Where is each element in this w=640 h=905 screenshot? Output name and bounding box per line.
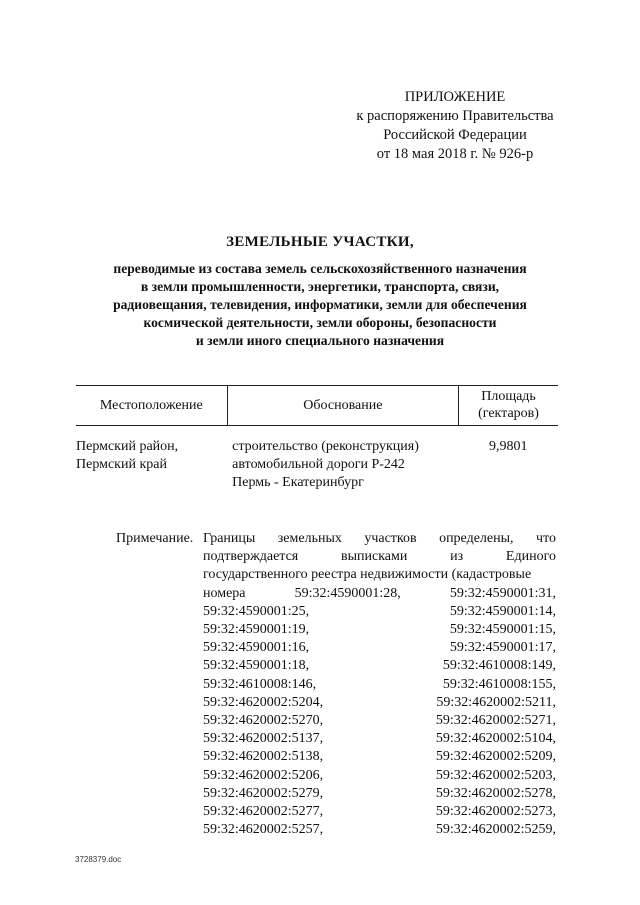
- table-header-row: [76, 386, 558, 426]
- column-header-basis: Обоснование: [227, 386, 458, 426]
- note-line: [203, 548, 556, 566]
- cadastral-number: 59:32:4590001:28,: [294, 585, 401, 601]
- cadastral-number: 59:32:4620002:5209,: [435, 749, 556, 765]
- subtitle-line: космической деятельности, земли обороны, безопасности: [143, 315, 497, 330]
- annex-date-number: от 18 мая 2018 г. № 926-р: [376, 146, 534, 162]
- annex-ref-line: к распоряжению Правительства: [356, 108, 554, 124]
- note-word: выписками: [341, 549, 408, 565]
- note-line: [203, 730, 556, 748]
- subtitle-line: переводимые из состава земель сельскохозяйственного назначения: [113, 261, 527, 276]
- note-word: государственного реестра недвижимости (кадастровые: [203, 567, 532, 583]
- note-word: что: [535, 531, 556, 546]
- subtitle-line: в земли промышленности, энергетики, транспорта, связи,: [140, 279, 500, 294]
- cadastral-number: 59:32:4620002:5138,: [203, 749, 324, 765]
- cadastral-number: 59:32:4590001:14,: [449, 603, 556, 619]
- cadastral-number: 59:32:4590001:17,: [449, 640, 556, 656]
- cadastral-number: 59:32:4590001:31,: [449, 585, 556, 601]
- cadastral-number: 59:32:4610008:149,: [442, 658, 556, 674]
- note-line: [203, 712, 556, 730]
- area-header-unit: (гектаров): [478, 406, 539, 421]
- note-word: из: [450, 549, 464, 565]
- basis-line: Пермь - Екатеринбург: [232, 475, 364, 490]
- basis-line: строительство (реконструкция): [232, 439, 419, 454]
- cadastral-number: 59:32:4620002:5277,: [203, 804, 324, 820]
- note-line: [203, 676, 556, 694]
- cadastral-number: 59:32:4620002:5211,: [436, 694, 556, 710]
- note-line: [203, 821, 556, 839]
- note-line: [203, 767, 556, 785]
- cadastral-number: 59:32:4620002:5206,: [203, 767, 324, 783]
- cadastral-number: 59:32:4610008:155,: [442, 676, 556, 692]
- cadastral-number: 59:32:4590001:19,: [203, 622, 310, 638]
- cadastral-number: 59:32:4620002:5259,: [435, 822, 556, 838]
- cell-basis: [227, 426, 458, 493]
- note-line: [203, 639, 556, 657]
- note-word: земельных: [277, 531, 342, 546]
- cadastral-number: 59:32:4590001:25,: [203, 603, 310, 619]
- cadastral-number: 59:32:4620002:5271,: [435, 713, 556, 729]
- cadastral-number: 59:32:4620002:5270,: [203, 713, 324, 729]
- note-word: определены,: [439, 531, 514, 546]
- cadastral-number: 59:32:4620002:5279,: [203, 785, 324, 801]
- note-line: [203, 585, 556, 603]
- column-header-area: [459, 386, 558, 426]
- area-header-line: Площадь: [481, 389, 536, 404]
- cadastral-number: 59:32:4620002:5273,: [435, 804, 556, 820]
- note-line: [203, 694, 556, 712]
- document-title: ЗЕМЕЛЬНЫЕ УЧАСТКИ,: [226, 234, 414, 250]
- land-plots-table: [76, 385, 558, 492]
- note-label: Примечание.: [116, 531, 194, 546]
- note-line: [203, 657, 556, 675]
- location-line: Пермский край: [76, 457, 167, 472]
- location-line: Пермский район,: [76, 439, 179, 454]
- note-body: [203, 530, 556, 839]
- document-file-id: 3728379.doc: [75, 855, 122, 864]
- note-line: [203, 785, 556, 803]
- cadastral-number: 59:32:4620002:5203,: [435, 767, 556, 783]
- note-line: [203, 803, 556, 821]
- note-line: [203, 566, 556, 584]
- subtitle-line: и земли иного специального назначения: [195, 333, 445, 348]
- note-word: Границы: [203, 531, 256, 546]
- annex-header: [330, 88, 580, 164]
- cadastral-number: 59:32:4620002:5137,: [203, 731, 324, 747]
- table-row: [76, 426, 558, 493]
- note-line: [203, 603, 556, 621]
- cadastral-number: номера: [203, 585, 246, 601]
- note-word: подтверждается: [203, 549, 299, 565]
- cell-area: 9,9801: [489, 439, 528, 454]
- cadastral-number: 59:32:4590001:18,: [203, 658, 310, 674]
- cadastral-number: 59:32:4620002:5104,: [435, 731, 556, 747]
- annex-title: ПРИЛОЖЕНИЕ: [404, 89, 506, 105]
- cadastral-number: 59:32:4590001:15,: [449, 622, 556, 638]
- annex-ref-line: Российской Федерации: [383, 127, 527, 143]
- column-header-location: Местоположение: [76, 386, 227, 426]
- cell-location: [76, 426, 227, 493]
- subtitle-line: радиовещания, телевидения, информатики, земли для обеспечения: [113, 297, 527, 312]
- cadastral-number: 59:32:4620002:5278,: [435, 785, 556, 801]
- note-line: [203, 530, 556, 548]
- cadastral-number: 59:32:4590001:16,: [203, 640, 310, 656]
- document-subtitle: [60, 260, 580, 350]
- cadastral-number: 59:32:4620002:5204,: [203, 694, 324, 710]
- basis-line: автомобильной дороги Р-242: [232, 457, 405, 472]
- note-word: Единого: [505, 549, 556, 565]
- note-line: [203, 621, 556, 639]
- cadastral-number: 59:32:4610008:146,: [203, 676, 317, 692]
- note-word: участков: [364, 531, 417, 546]
- note-line: [203, 748, 556, 766]
- cadastral-number: 59:32:4620002:5257,: [203, 822, 324, 838]
